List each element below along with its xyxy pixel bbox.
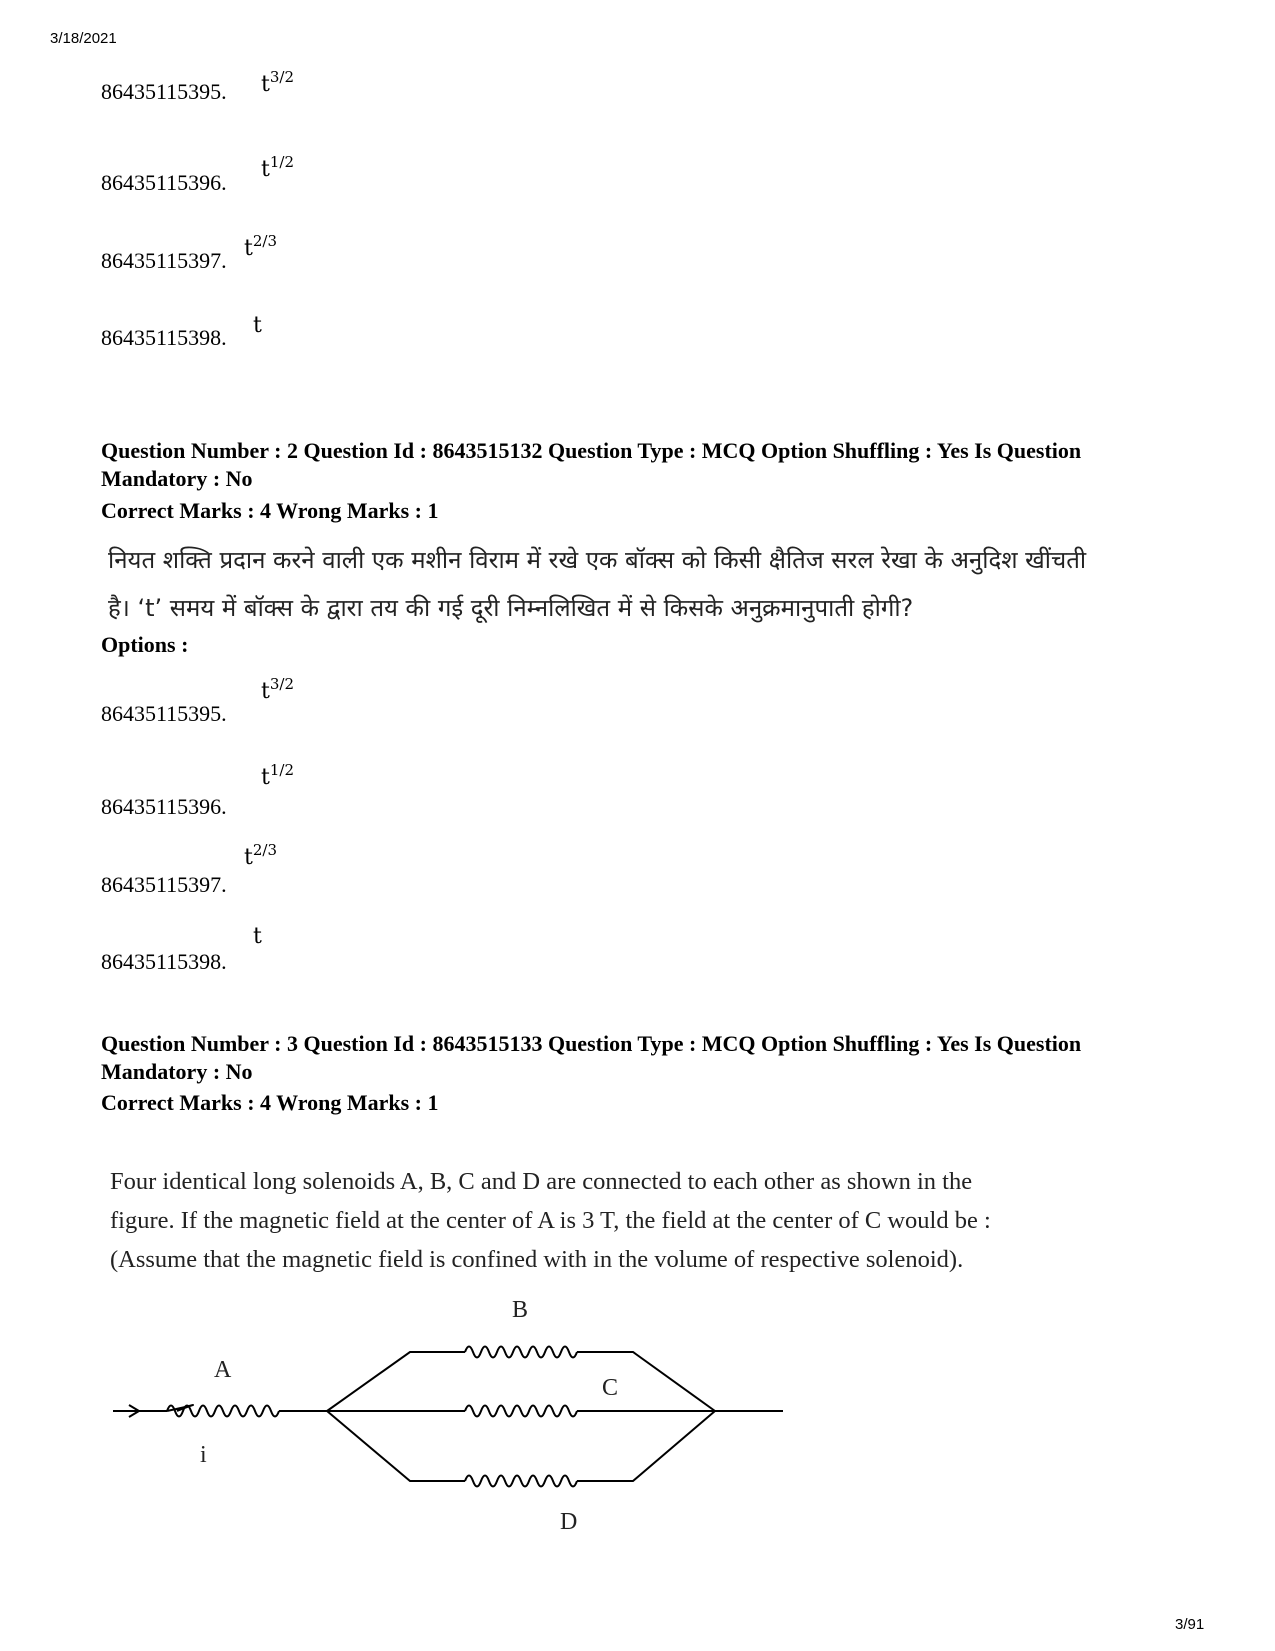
label-d: D xyxy=(560,1509,578,1535)
option-id: 86435115396. xyxy=(101,170,227,195)
option-value: $t^{1/2}$ xyxy=(261,761,294,790)
option-id: 86435115395. xyxy=(101,79,227,104)
solenoid-circuit-figure xyxy=(105,1295,835,1540)
option-id: 86435115395. xyxy=(101,701,227,726)
q1-option-3[interactable] xyxy=(101,214,701,274)
option-id: 86435115398. xyxy=(101,949,227,974)
q2-marks: Correct Marks : 4 Wrong Marks : 1 xyxy=(101,498,439,523)
solenoid-b-coil xyxy=(465,1347,577,1358)
q3-header: Question Number : 3 Question Id : 8643515133 Question Type : MCQ Option Shuffling : Yes Is Question Mandatory : No xyxy=(101,1031,1082,1084)
option-value: t xyxy=(253,313,262,338)
label-a: A xyxy=(214,1357,232,1383)
solenoid-d-coil xyxy=(465,1476,577,1487)
wire-branch-b-right xyxy=(577,1352,715,1411)
print-date: 3/18/2021 xyxy=(50,30,117,47)
q1-option-1[interactable] xyxy=(101,45,701,105)
q1-option-2[interactable] xyxy=(101,136,701,196)
label-b: B xyxy=(512,1297,529,1323)
wire-branch-d-left xyxy=(327,1411,465,1481)
option-id: 86435115396. xyxy=(101,794,227,819)
q2-options-label: Options : xyxy=(101,632,189,657)
option-value: $t^{3/2}$ xyxy=(261,675,294,704)
page-number: 3/91 xyxy=(1175,1616,1205,1633)
q2-option-4[interactable] xyxy=(101,915,701,975)
option-value: $t^{1/2}$ xyxy=(261,153,294,182)
label-c: C xyxy=(602,1375,619,1401)
q2-option-3[interactable] xyxy=(101,838,701,898)
option-value: $t^{2/3}$ xyxy=(244,841,277,870)
q2-header: Question Number : 2 Question Id : 8643515132 Question Type : MCQ Option Shuffling : Yes Is Question Mandatory : No xyxy=(101,438,1082,491)
wire-branch-b-left xyxy=(327,1352,465,1411)
q2-option-1[interactable] xyxy=(101,667,701,727)
option-value: t xyxy=(253,924,262,949)
wire-branch-d-right xyxy=(577,1411,715,1481)
q3-question-text: Four identical long solenoids A, B, C and D are connected to each other as shown in the figure. If the magnetic field at the center of A is 3 T, the field at the center of C would be : (Assume that the magnetic field is confined with in the volume of respective solenoid). xyxy=(110,1168,991,1273)
option-id: 86435115398. xyxy=(101,325,227,350)
q3-marks: Correct Marks : 4 Wrong Marks : 1 xyxy=(101,1090,439,1115)
solenoid-c-coil xyxy=(465,1406,577,1417)
q2-question-text: नियत शक्ति प्रदान करने वाली एक मशीन विराम में रखे एक बॉक्स को किसी क्षैतिज सरल रेखा के अनुदिश खींचती है। ‘t’ समय में बॉक्स के द्वारा तय की गई दूरी निम्नलिखित में से किसके अनुक्रमानुपाती होगी? xyxy=(108,546,1087,622)
option-value: $t^{2/3}$ xyxy=(244,232,277,261)
solenoid-a-coil xyxy=(167,1406,279,1417)
label-current-i: i xyxy=(200,1442,207,1468)
option-value: $t^{3/2}$ xyxy=(261,68,294,97)
q2-option-2[interactable] xyxy=(101,760,701,820)
option-id: 86435115397. xyxy=(101,872,227,897)
q1-option-4[interactable] xyxy=(101,291,701,351)
option-id: 86435115397. xyxy=(101,248,227,273)
